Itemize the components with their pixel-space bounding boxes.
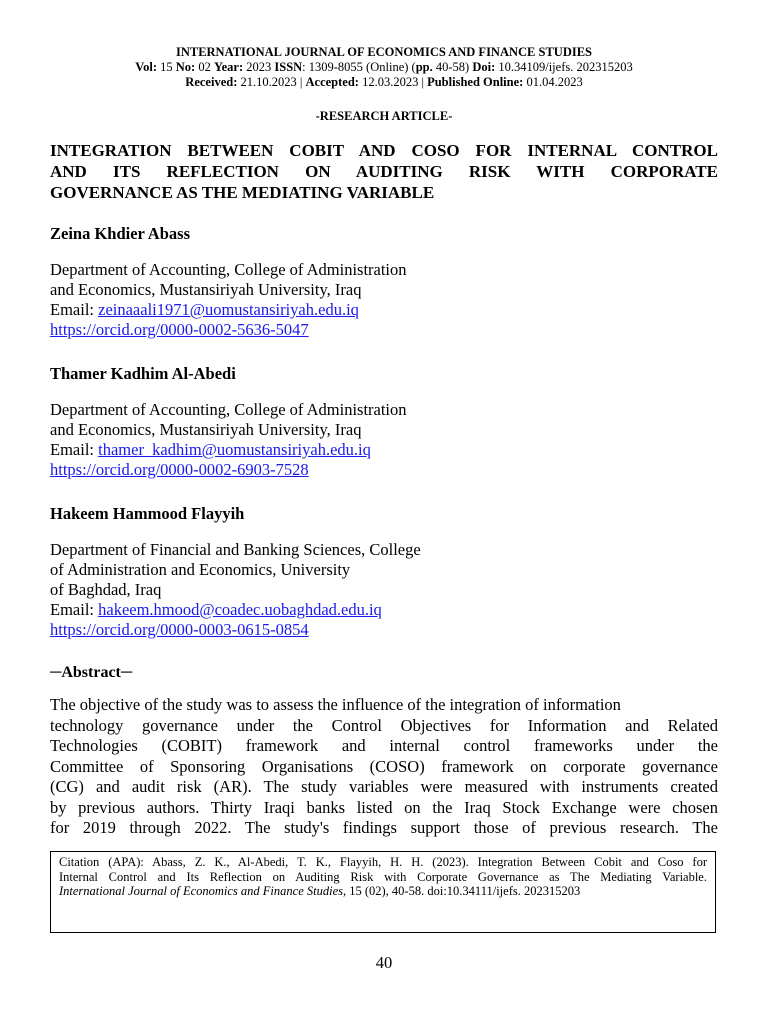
- affiliation-line: Department of Financial and Banking Sciences, College: [50, 540, 421, 559]
- accepted-value: 12.03.2023 |: [358, 75, 428, 89]
- abstract-heading: ─Abstract─: [50, 664, 133, 681]
- journal-header: [50, 45, 718, 90]
- author-affiliation: [50, 540, 421, 640]
- affiliation-line: of Baghdad, Iraq: [50, 580, 162, 599]
- article-title: [50, 140, 718, 203]
- citation-line: [59, 884, 707, 899]
- journal-meta-line: [50, 60, 718, 75]
- abstract-line: technology governance under the Control Objectives for Information and Related: [50, 715, 718, 735]
- doi-value: 10.34109/ijefs. 202315203: [495, 60, 633, 74]
- page-number: 40: [375, 953, 393, 972]
- email-label: Email:: [50, 600, 99, 619]
- affiliation-line: Department of Accounting, College of Administration: [50, 400, 407, 419]
- orcid-link[interactable]: https://orcid.org/0000-0003-0615-0854: [50, 620, 309, 639]
- abstract-line: for 2019 through 2022. The study's findings support those of previous research. The: [50, 818, 718, 837]
- email-line: [50, 600, 421, 620]
- citation-line: Citation (APA): Abass, Z. K., Al-Abedi, T. K., Flayyih, H. H. (2023). Integration Between Cobit and Coso for: [59, 855, 707, 869]
- abstract-line: The objective of the study was to assess the influence of the integration of information: [50, 695, 621, 714]
- year-value: 2023: [243, 60, 275, 74]
- issn-label: ISSN: [274, 60, 303, 74]
- email-link[interactable]: hakeem.hmood@coadec.uobaghdad.edu.iq: [98, 600, 382, 619]
- published-value: 01.04.2023: [523, 75, 583, 89]
- affiliation-line: and Economics, Mustansiriyah University, Iraq: [50, 420, 362, 439]
- affiliation-line: Department of Accounting, College of Administration: [50, 260, 407, 279]
- email-label: Email:: [50, 300, 99, 319]
- affiliation-line: of Administration and Economics, University: [50, 560, 351, 579]
- email-label: Email:: [50, 440, 99, 459]
- received-label: Received:: [185, 75, 238, 89]
- author-name: Zeina Khdier Abass: [50, 224, 190, 243]
- author-name: Thamer Kadhim Al-Abedi: [50, 364, 236, 383]
- article-type: -RESEARCH ARTICLE-: [315, 109, 453, 123]
- email-link[interactable]: thamer_kadhim@uomustansiriyah.edu.iq: [98, 440, 371, 459]
- citation-journal: International Journal of Economics and Finance Studies,: [59, 884, 347, 898]
- accepted-label: Accepted:: [305, 75, 359, 89]
- title-line: AND ITS REFLECTION ON AUDITING RISK WITH CORPORATE: [50, 162, 718, 181]
- abstract-line: Committee of Sponsoring Organisations (COSO) framework on corporate governance: [50, 756, 718, 776]
- title-line: INTEGRATION BETWEEN COBIT AND COSO FOR INTERNAL CONTROL: [50, 141, 718, 160]
- citation-details: 15 (02), 40-58. doi:10.34111/ijefs. 202315203: [346, 884, 581, 898]
- journal-dates-line: [50, 75, 718, 90]
- author-name: Hakeem Hammood Flayyih: [50, 504, 245, 523]
- pp-value: 40-58): [432, 60, 473, 74]
- year-label: Year:: [213, 60, 244, 74]
- citation-box: [50, 851, 716, 933]
- journal-title: INTERNATIONAL JOURNAL OF ECONOMICS AND FINANCE STUDIES: [175, 45, 593, 59]
- abstract-body: [50, 695, 718, 839]
- issn-value: : 1309-8055 (Online) (: [302, 60, 416, 74]
- abstract-line: by previous authors. Thirty Iraqi banks listed on the Iraq Stock Exchange were chosen: [50, 797, 718, 817]
- author-affiliation: [50, 400, 407, 480]
- no-label: No:: [175, 60, 196, 74]
- email-line: [50, 300, 407, 320]
- abstract-line: (CG) and audit risk (AR). The study variables were measured with instruments created: [50, 777, 718, 796]
- citation-line: Internal Control and Its Reflection on Auditing Risk with Corporate Governance as The Mediating Variable.: [59, 869, 707, 884]
- title-line: GOVERNANCE AS THE MEDIATING VARIABLE: [50, 183, 435, 202]
- received-value: 21.10.2023 |: [237, 75, 306, 89]
- orcid-link[interactable]: https://orcid.org/0000-0002-6903-7528: [50, 460, 309, 479]
- orcid-link[interactable]: https://orcid.org/0000-0002-5636-5047: [50, 320, 309, 339]
- published-label: Published Online:: [427, 75, 524, 89]
- author-affiliation: [50, 260, 407, 340]
- no-value: 02: [195, 60, 214, 74]
- abstract-line: Technologies (COBIT) framework and internal control frameworks under the: [50, 736, 718, 755]
- vol-label: Vol:: [135, 60, 158, 74]
- affiliation-line: and Economics, Mustansiriyah University, Iraq: [50, 280, 362, 299]
- doi-label: Doi:: [472, 60, 496, 74]
- email-line: [50, 440, 407, 460]
- email-link[interactable]: zeinaaali1971@uomustansiriyah.edu.iq: [98, 300, 359, 319]
- pp-label: pp.: [415, 60, 433, 74]
- vol-value: 15: [157, 60, 176, 74]
